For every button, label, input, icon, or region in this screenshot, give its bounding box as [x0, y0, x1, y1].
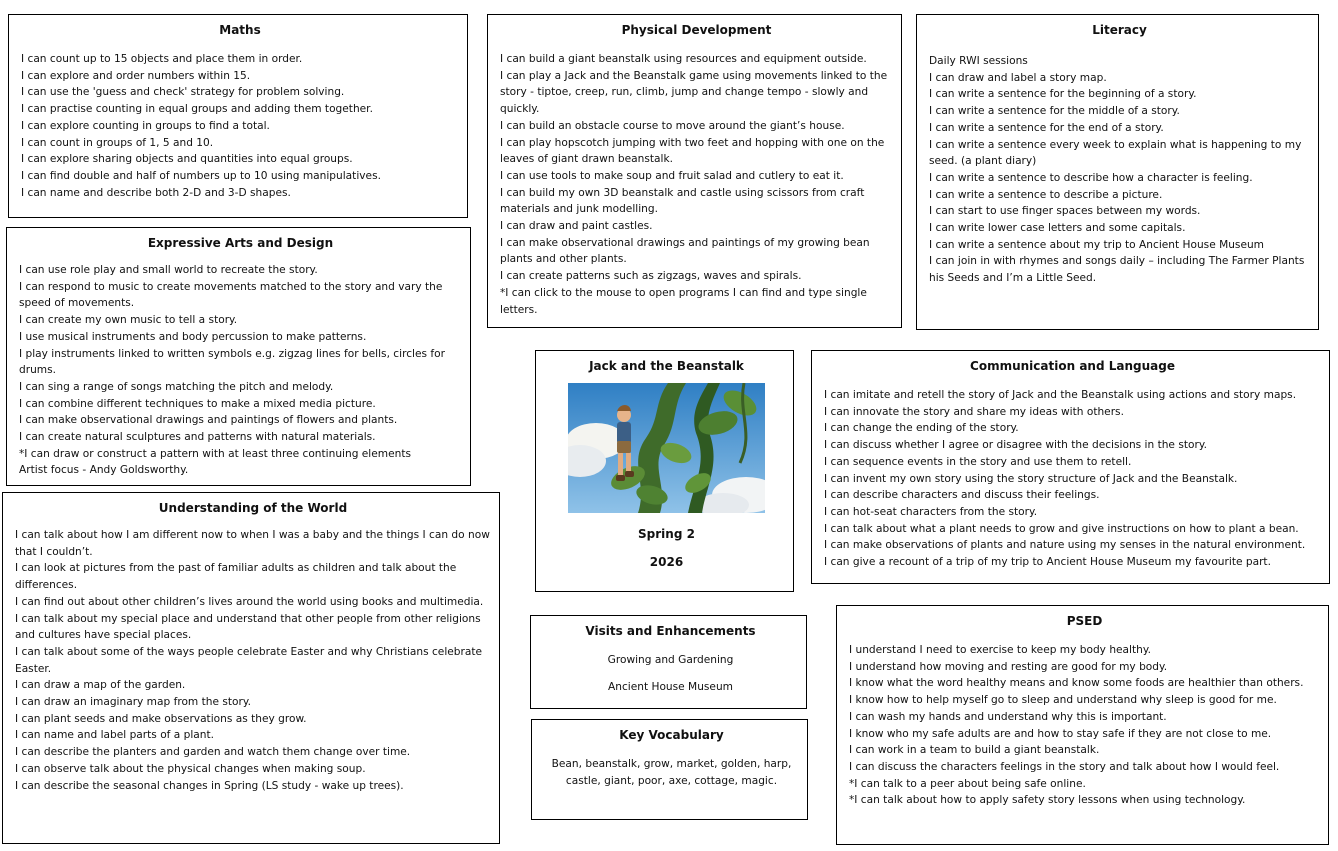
understanding-world-list: [15, 527, 491, 794]
communication-language-list: [824, 387, 1321, 571]
understanding-world-item: I can talk about some of the ways people celebrate Easter and why Christians celebrate Easter.: [15, 645, 483, 675]
communication-language-item: I can give a recount of a trip of my trip to Ancient House Museum my favourite part.: [824, 556, 1271, 569]
physical-development-item: I can create patterns such as zigzags, waves and spirals.: [500, 270, 802, 283]
expressive-arts-item: I use musical instruments and body percussion to make patterns.: [19, 330, 367, 343]
physical-development-item: *I can click to the mouse to open programs I can find and type single letters.: [500, 286, 867, 316]
expressive-arts-item: *I can draw or construct a pattern with at least three continuing elements: [19, 447, 411, 460]
understanding-world-item: I can find out about other children’s lives around the world using books and multimedia.: [15, 595, 484, 608]
topic-year: 2026: [649, 555, 684, 569]
expressive-arts-item: I can create my own music to tell a story.: [19, 314, 238, 327]
understanding-world-item: I can plant seeds and make observations as they grow.: [15, 712, 307, 725]
literacy-item: I can draw and label a story map.: [929, 71, 1107, 84]
maths-item: I can name and describe both 2-D and 3-D shapes.: [21, 186, 291, 199]
understanding-world-item: I can look at pictures from the past of familiar adults as children and talk about the differences.: [15, 562, 457, 592]
literacy-item: I can write a sentence for the middle of a story.: [929, 105, 1180, 118]
literacy-panel: [916, 14, 1319, 330]
psed-item: I know how to help myself go to sleep and understand why sleep is good for me.: [849, 694, 1277, 707]
communication-language-item: I can hot-seat characters from the story.: [824, 505, 1038, 518]
visits-item: Growing and Gardening: [607, 654, 734, 666]
maths-item: I can explore and order numbers within 15.: [21, 69, 251, 82]
maths-item: I can count up to 15 objects and place them in order.: [21, 53, 303, 65]
maths-item: I can find double and half of numbers up to 10 using manipulatives.: [21, 169, 381, 182]
psed-item: I can wash my hands and understand why this is important.: [849, 710, 1167, 723]
jack-beanstalk-illustration: [568, 383, 765, 513]
visits-title: Visits and Enhancements: [585, 624, 756, 638]
understanding-world-item: I can name and label parts of a plant.: [15, 729, 215, 742]
physical-development-item: I can use tools to make soup and fruit salad and cutlery to eat it.: [500, 169, 844, 182]
communication-language-item: I can innovate the story and share my ideas with others.: [824, 405, 1124, 418]
communication-language-item: I can change the ending of the story.: [824, 422, 1019, 435]
literacy-item: I can write a sentence to describe how a character is feeling.: [929, 171, 1253, 184]
communication-language-item: I can talk about what a plant needs to grow and give instructions on how to plant a bean.: [824, 522, 1299, 535]
psed-item: I can work in a team to build a giant beanstalk.: [849, 744, 1100, 757]
topic-term: Spring 2: [638, 527, 695, 541]
expressive-arts-item: I can make observational drawings and paintings of flowers and plants.: [19, 414, 398, 427]
communication-language-item: I can discuss whether I agree or disagree with the decisions in the story.: [824, 439, 1207, 452]
literacy-item: I can write lower case letters and some capitals.: [929, 222, 1186, 235]
understanding-world-item: I can draw an imaginary map from the story.: [15, 696, 251, 709]
physical-development-list: [500, 51, 893, 318]
expressive-arts-list: [19, 262, 462, 479]
visits-item: Ancient House Museum: [608, 680, 733, 693]
literacy-item: I can write a sentence for the end of a story.: [929, 121, 1164, 134]
literacy-item: I can start to use finger spaces between my words.: [929, 205, 1201, 218]
communication-language-item: I can describe characters and discuss their feelings.: [824, 489, 1100, 502]
understanding-world-item: I can describe the planters and garden and watch them change over time.: [15, 746, 411, 759]
psed-panel: [836, 605, 1329, 845]
maths-item: I can count in groups of 1, 5 and 10.: [21, 136, 214, 149]
maths-panel: [8, 14, 468, 218]
literacy-item: I can write a sentence for the beginning of a story.: [929, 88, 1197, 101]
expressive-arts-item: I can create natural sculptures and patterns with natural materials.: [19, 431, 376, 444]
expressive-arts-item: I can sing a range of songs matching the pitch and melody.: [19, 380, 334, 393]
maths-item: I can practise counting in equal groups and adding them together.: [21, 103, 373, 116]
vocabulary-text: Bean, beanstalk, grow, market, golden, harp, castle, giant, poor, axe, cottage, magic.: [551, 758, 792, 787]
literacy-title: Literacy: [1092, 23, 1147, 37]
communication-language-panel: [811, 350, 1330, 584]
physical-development-item: I can play a Jack and the Beanstalk game using movements linked to the story - tiptoe, creep, run, climb, jump and change tempo - slowly and quickly.: [500, 69, 888, 116]
topic-title: Jack and the Beanstalk: [589, 359, 744, 373]
vocabulary-panel: [531, 719, 808, 820]
psed-item: I can discuss the characters feelings in the story and talk about how I would feel.: [849, 760, 1280, 773]
communication-language-item: I can make observations of plants and nature using my senses in the natural environment.: [824, 539, 1306, 552]
literacy-item: I can join in with rhymes and songs daily – including The Farmer Plants his Seeds and I’m a Little Seed.: [929, 255, 1305, 285]
topic-panel: [535, 350, 794, 592]
psed-item: I understand I need to exercise to keep my body healthy.: [849, 644, 1151, 656]
literacy-list: [929, 53, 1310, 287]
communication-language-item: I can invent my own story using the story structure of Jack and the Beanstalk.: [824, 472, 1238, 485]
physical-development-panel: [487, 14, 902, 328]
maths-item: I can explore sharing objects and quantities into equal groups.: [21, 153, 353, 166]
communication-language-title: Communication and Language: [970, 359, 1175, 373]
expressive-arts-item: I can use role play and small world to recreate the story.: [19, 264, 318, 276]
expressive-arts-title: Expressive Arts and Design: [147, 236, 334, 250]
literacy-item: Daily RWI sessions: [929, 55, 1028, 67]
physical-development-item: I can draw and paint castles.: [500, 220, 653, 233]
understanding-world-item: I can talk about how I am different now to when I was a baby and the things I can do now that I couldn’t.: [15, 529, 490, 558]
expressive-arts-panel: [6, 227, 471, 486]
physical-development-item: I can build a giant beanstalk using resources and equipment outside.: [500, 53, 867, 65]
psed-title: PSED: [1066, 614, 1103, 628]
psed-item: I understand how moving and resting are good for my body.: [849, 660, 1168, 673]
maths-item: I can explore counting in groups to find a total.: [21, 119, 270, 132]
psed-item: *I can talk to a peer about being safe online.: [849, 777, 1086, 790]
physical-development-item: I can play hopscotch jumping with two feet and hopping with one on the leaves of giant drawn beanstalk.: [500, 136, 885, 166]
expressive-arts-item: I can combine different techniques to make a mixed media picture.: [19, 397, 376, 410]
expressive-arts-item: Artist focus - Andy Goldsworthy.: [19, 464, 189, 477]
maths-title: Maths: [219, 23, 261, 37]
physical-development-item: I can build an obstacle course to move around the giant’s house.: [500, 119, 845, 132]
understanding-world-item: I can observe talk about the physical changes when making soup.: [15, 762, 366, 775]
literacy-item: I can write a sentence about my trip to Ancient House Museum: [929, 238, 1265, 251]
understanding-world-item: I can draw a map of the garden.: [15, 679, 186, 692]
understanding-world-panel: [2, 492, 500, 844]
psed-item: I know what the word healthy means and know some foods are healthier than others.: [849, 677, 1304, 690]
literacy-item: I can write a sentence to describe a picture.: [929, 188, 1163, 201]
understanding-world-title: Understanding of the World: [158, 501, 348, 515]
psed-list: [849, 642, 1320, 809]
literacy-item: I can write a sentence every week to explain what is happening to my seed. (a plant diary): [929, 138, 1302, 168]
maths-item: I can use the 'guess and check' strategy for problem solving.: [21, 86, 345, 99]
understanding-world-item: I can talk about my special place and understand that other people from other religions and cultures have special places.: [15, 612, 481, 642]
physical-development-item: I can build my own 3D beanstalk and castle using scissors from craft materials and junk modelling.: [500, 186, 865, 216]
expressive-arts-item: I can respond to music to create movements matched to the story and vary the speed of movements.: [19, 280, 443, 310]
maths-list: [21, 51, 459, 201]
communication-language-item: I can sequence events in the story and use them to retell.: [824, 455, 1132, 468]
understanding-world-item: I can describe the seasonal changes in Spring (LS study - wake up trees).: [15, 779, 404, 792]
psed-item: I know who my safe adults are and how to stay safe if they are not close to me.: [849, 727, 1272, 740]
physical-development-item: I can make observational drawings and paintings of my growing bean plants and other plants.: [500, 236, 870, 266]
physical-development-title: Physical Development: [621, 23, 772, 37]
vocabulary-title: Key Vocabulary: [619, 728, 724, 742]
psed-item: *I can talk about how to apply safety story lessons when using technology.: [849, 794, 1246, 807]
expressive-arts-item: I play instruments linked to written symbols e.g. zigzag lines for bells, circles for drums.: [19, 347, 445, 377]
communication-language-item: I can imitate and retell the story of Jack and the Beanstalk using actions and story maps.: [824, 389, 1297, 401]
visits-panel: [530, 615, 807, 709]
